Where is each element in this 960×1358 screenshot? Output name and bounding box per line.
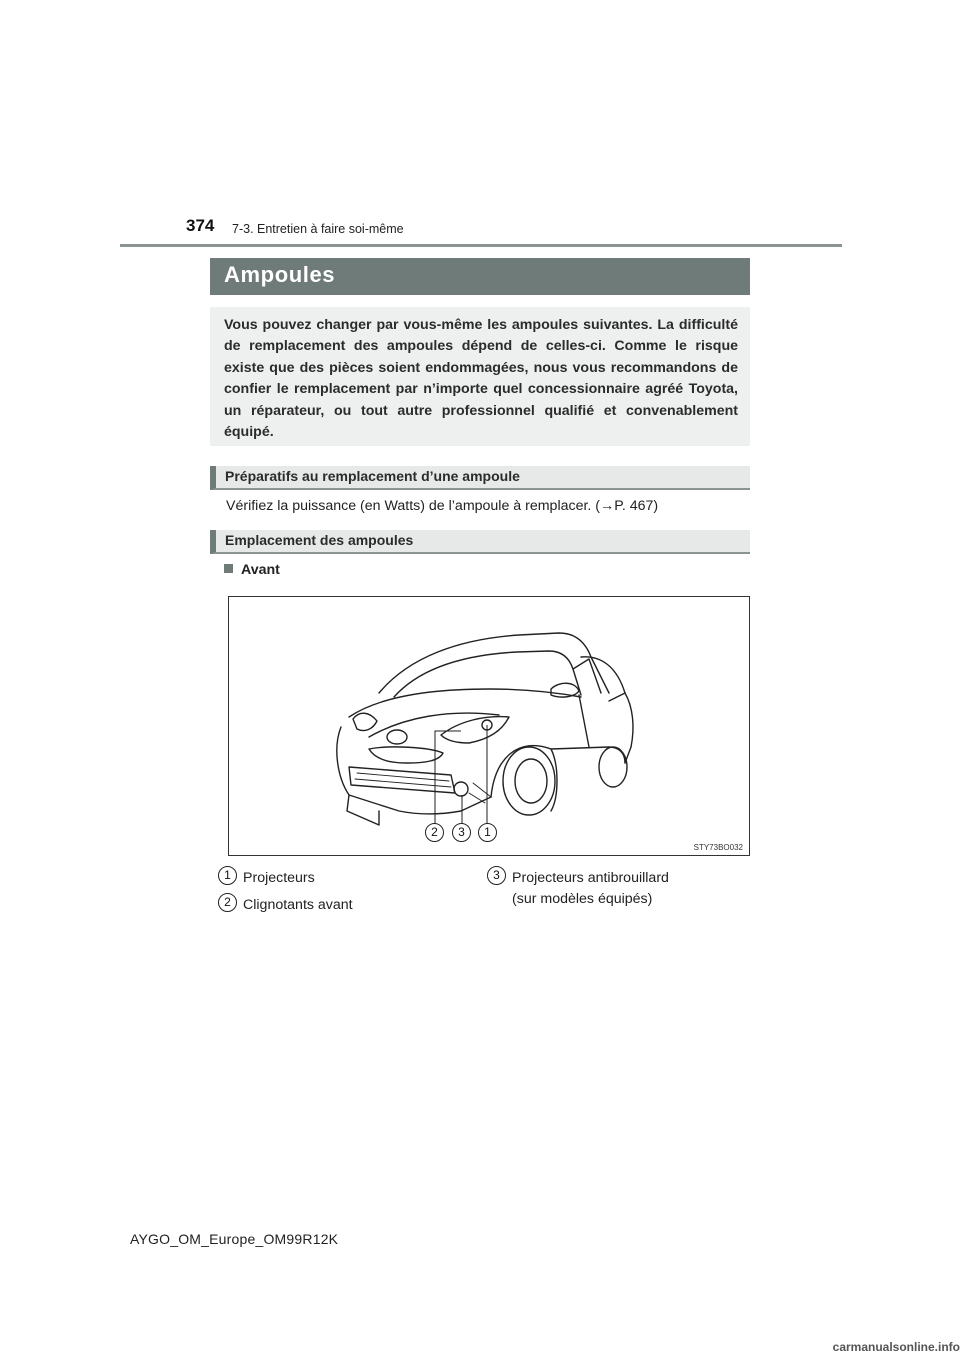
legend-num-1: 1 xyxy=(218,866,237,885)
front-label: Avant xyxy=(241,562,280,578)
logo-shape xyxy=(387,730,407,744)
intro-text: Vous pouvez changer par vous-même les ampoules suivantes. La difficulté de remplacement des ampoules dépend de celles-ci. Comme le risque existe que des pièces soient endommagées, nous vous recommandons de confier le remplacement par n’importe quel concessionnaire agréé Toyota, un réparateur, ou tout autre professionnel qualifié et convenablement équipé. xyxy=(224,317,738,441)
legend-num-3: 3 xyxy=(487,866,506,885)
callout-3: 3 xyxy=(452,823,471,842)
windshield xyxy=(394,651,581,697)
intro-box xyxy=(210,307,750,446)
legend-text-3 xyxy=(512,868,669,910)
page-number: 374 xyxy=(186,216,215,235)
legend-text-1: Projecteurs xyxy=(243,870,315,886)
upper-grille xyxy=(369,747,443,763)
preparation-text xyxy=(226,498,658,514)
rear-wheel xyxy=(599,747,627,787)
legend-text-2: Clignotants avant xyxy=(243,897,353,913)
headlight-outline xyxy=(441,717,509,743)
section-reference: 7-3. Entretien à faire soi-même xyxy=(232,222,404,236)
page-title: Ampoules xyxy=(210,258,750,295)
car-front-illustration xyxy=(229,597,749,855)
figure-code: STY73BO032 xyxy=(693,843,743,852)
legend-num-2: 2 xyxy=(218,893,237,912)
car-figure xyxy=(228,596,750,856)
header-divider xyxy=(120,244,842,247)
footer-doc-id: AYGO_OM_Europe_OM99R12K xyxy=(130,1231,339,1247)
callout-1: 1 xyxy=(478,823,497,842)
front-heading xyxy=(224,562,280,578)
square-bullet-icon xyxy=(224,564,233,573)
location-heading: Emplacement des ampoules xyxy=(210,530,750,554)
side-window xyxy=(581,657,625,701)
bumper-line xyxy=(337,727,491,814)
roof-line xyxy=(379,633,609,693)
callout-2: 2 xyxy=(425,823,444,842)
preparation-heading: Préparatifs au remplacement d’une ampoule xyxy=(210,466,750,490)
fog-lamp xyxy=(454,782,468,796)
legend-text-3-line2: (sur modèles équipés) xyxy=(512,891,653,907)
watermark: carmanualsonline.info xyxy=(832,1340,960,1354)
legend-text-3-line1: Projecteurs antibrouillard xyxy=(512,870,669,886)
preparation-text-content: Vérifiez la puissance (en Watts) de l’ampoule à remplacer. (→P. 467) xyxy=(226,498,659,514)
